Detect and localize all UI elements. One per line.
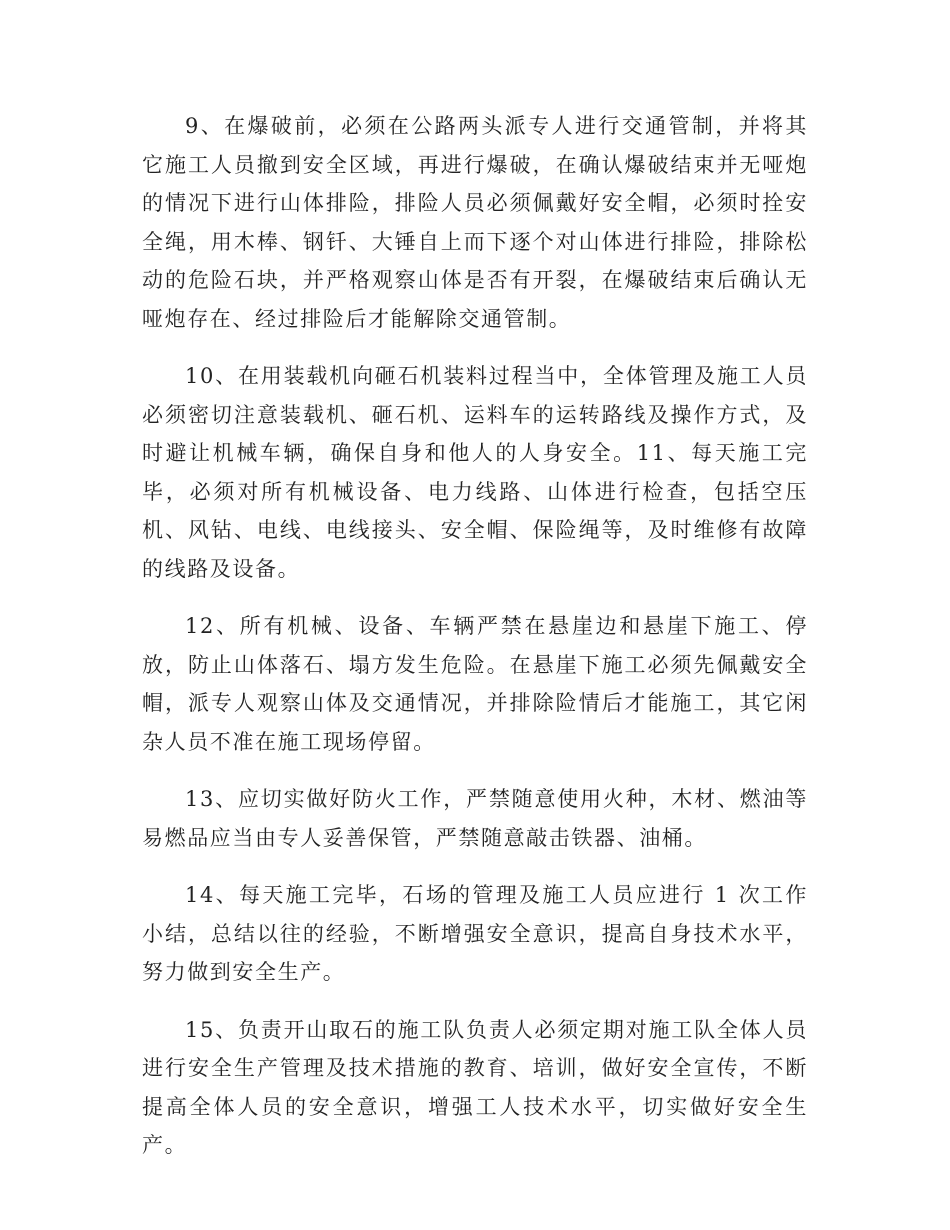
- paragraph-item-13: 13、应切实做好防火工作，严禁随意使用火种，木材、燃油等易燃品应当由专人妥善保管，严禁随意敲击铁器、油桶。: [142, 787, 808, 850]
- paragraph-item-15: 15、负责开山取石的施工队负责人必须定期对施工队全体人员进行安全生产管理及技术措施的教育、培训，做好安全宣传，不断提高全体人员的安全意识，增强工人技术水平，切实做好安全生产。: [142, 1017, 808, 1157]
- paragraph-item-12: 12、所有机械、设备、车辆严禁在悬崖边和悬崖下施工、停放，防止山体落石、塌方发生危险。在悬崖下施工必须先佩戴安全帽，派专人观察山体及交通情况，并排除险情后才能施工，其它闲杂人员不准在施工现场停留。: [142, 614, 808, 754]
- document-body: [142, 107, 808, 1184]
- paragraph-item-9: 9、在爆破前，必须在公路两头派专人进行交通管制，并将其它施工人员撤到安全区域，再进行爆破，在确认爆破结束并无哑炮的情况下进行山体排险，排险人员必须佩戴好安全帽，必须时拴安全绳，用木棒、钢钎、大锤自上而下逐个对山体进行排险，排除松动的危险石块，并严格观察山体是否有开裂，在爆破结束后确认无哑炮存在、经过排险后才能解除交通管制。: [142, 114, 808, 331]
- paragraph-item-10-11: 10、在用装载机向砸石机装料过程当中，全体管理及施工人员必须密切注意装载机、砸石机、运料车的运转路线及操作方式，及时避让机械车辆，确保自身和他人的人身安全。11、每天施工完毕，必须对所有机械设备、电力线路、山体进行检查，包括空压机、风钻、电线、电线接头、安全帽、保险绳等，及时维修有故障的线路及设备。: [142, 364, 808, 581]
- paragraph-item-14: 14、每天施工完毕，石场的管理及施工人员应进行 1 次工作小结，总结以往的经验，不断增强安全意识，提高自身技术水平，努力做到安全生产。: [142, 883, 808, 984]
